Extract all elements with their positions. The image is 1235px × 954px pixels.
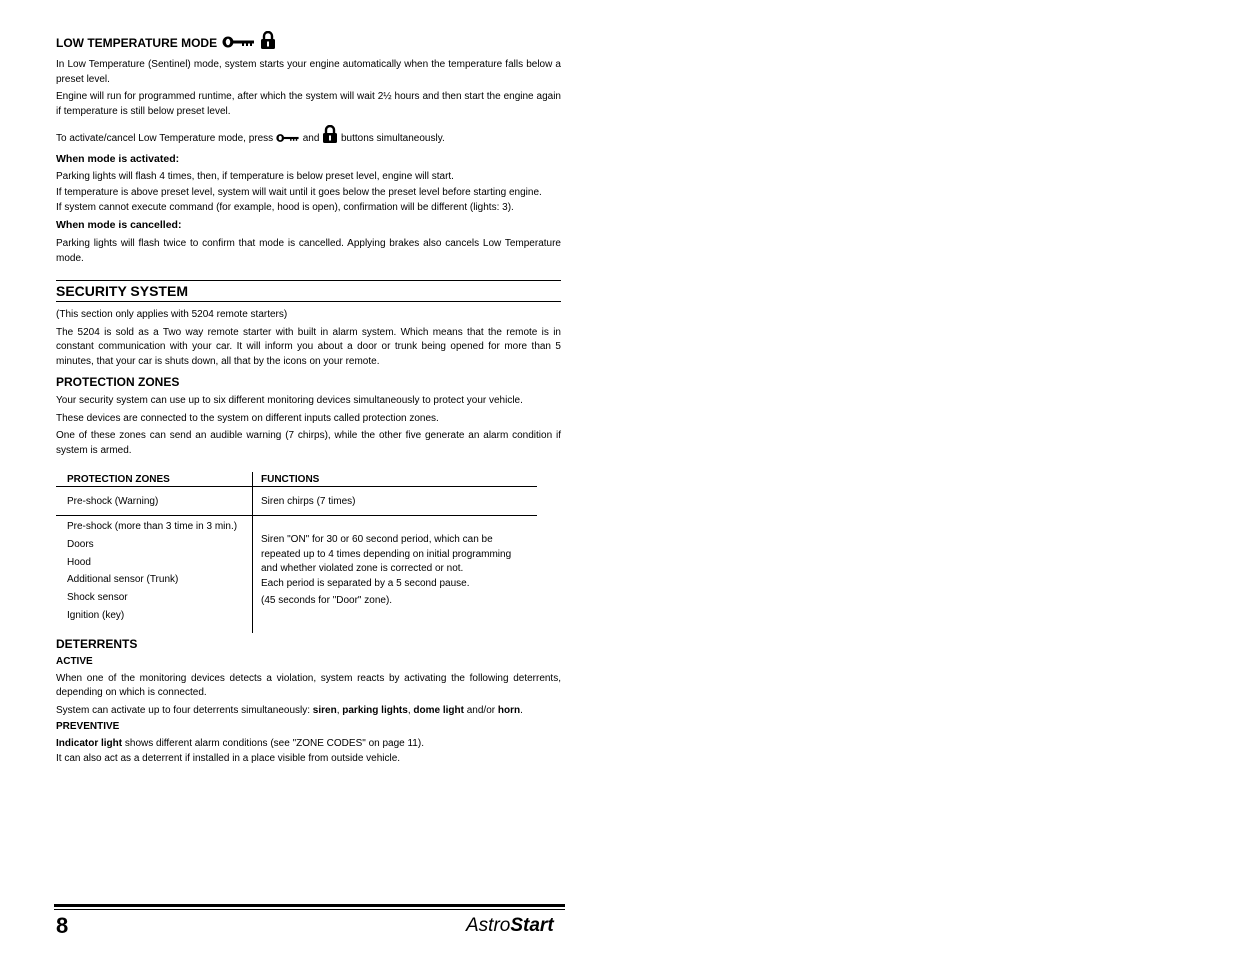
zone-item: Doors	[67, 538, 94, 550]
zones-p1: Your security system can use up to six different monitoring devices simultaneously to protect your vehicle.	[56, 395, 523, 406]
activated-title: When mode is activated:	[56, 152, 180, 165]
zones-p3: One of these zones can send an audible warning (7 chirps), while the other five generate an alarm condition if system is armed.	[56, 430, 561, 456]
function-line: Each period is separated by a 5 second pause.	[261, 577, 470, 589]
key-icon	[276, 133, 300, 149]
low-temp-p1: In Low Temperature (Sentinel) mode, system starts your engine automatically when the temperature falls below a preset level.	[56, 59, 561, 85]
zone-item: Shock sensor	[67, 592, 128, 604]
zone-item: Additional sensor (Trunk)	[67, 574, 179, 586]
low-temp-p3-text-b: and	[302, 133, 320, 144]
function-line: and whether violated zone is corrected or not.	[261, 563, 464, 574]
security-title: SECURITY SYSTEM	[56, 283, 188, 299]
key-icon	[222, 35, 256, 54]
preventive-title: PREVENTIVE	[56, 721, 120, 733]
function-note: (45 seconds for "Door" zone).	[261, 595, 393, 606]
active-p2-text: System can activate up to four deterrents simultaneously:	[56, 704, 311, 716]
active-p1: When one of the monitoring devices detects a violation, system reacts by activating the following deterrents, depending on which is connected.	[56, 672, 561, 699]
horn-term: horn	[497, 704, 521, 716]
function-cell: Siren chirps (7 times)	[253, 487, 538, 516]
zone-cell	[56, 516, 253, 633]
zones-title: PROTECTION ZONES	[56, 375, 180, 389]
active-title: ACTIVE	[56, 655, 93, 667]
table-row	[56, 516, 537, 633]
table-header-row	[56, 472, 537, 487]
page-number: 8	[56, 913, 69, 938]
indicator-term: Indicator light	[56, 738, 123, 750]
low-temp-p3-text-a: To activate/cancel Low Temperature mode, press	[56, 133, 274, 144]
cancelled-title: When mode is cancelled:	[56, 219, 182, 231]
col-header-functions: FUNCTIONS	[253, 472, 538, 487]
table-row	[56, 487, 537, 516]
parking-lights-term: parking lights	[342, 704, 408, 716]
brand-logo	[466, 914, 554, 938]
preventive-p1-text: shows different alarm conditions (see "ZONE CODES" on page 11).	[124, 738, 424, 750]
function-cell	[253, 516, 538, 633]
page-content	[56, 30, 561, 769]
low-temp-p3-text-c: buttons simultaneously.	[340, 133, 445, 144]
low-temp-heading	[56, 31, 561, 54]
low-temp-p2: Engine will run for programmed runtime, after which the system will wait 2½ hours and then start the engine again if temperature is still below preset level.	[56, 91, 561, 117]
siren-term: siren	[312, 704, 337, 716]
activated-p3: If system cannot execute command (for example, hood is open), confirmation will be different (lights: 3).	[56, 201, 514, 213]
zones-table	[56, 472, 537, 633]
brand-part-a: Astro	[466, 915, 511, 936]
brand-part-b: Start	[510, 915, 554, 936]
lock-icon	[260, 31, 276, 54]
lock-icon	[322, 125, 338, 149]
and-or-text: and/or	[466, 704, 496, 716]
security-p2: The 5204 is sold as a Two way remote starter with built in alarm system. Which means that the remote is in constant communication with your car. It will inform you about a door or trunk being opened for more than 5 minutes, that your car is shuts down, all that by the icons on your remote.	[56, 326, 561, 367]
activated-p1: Parking lights will flash 4 times, then, if temperature is below preset level, engine will start.	[56, 170, 454, 182]
function-line: Siren "ON" for 30 or 60 second period, which can be	[261, 534, 493, 545]
footer-rule-thick	[54, 904, 565, 907]
cancelled-p1: Parking lights will flash twice to confirm that mode is cancelled. Applying brakes also cancels Low Temperature mode.	[56, 238, 561, 264]
zone-item: Hood	[67, 556, 91, 568]
security-heading	[56, 280, 561, 302]
preventive-p1	[56, 737, 561, 752]
active-p2: System can activate up to four deterrents simultaneously: siren, parking lights, dome light and/or horn.	[56, 704, 523, 716]
deterrents-title: DETERRENTS	[56, 636, 138, 651]
security-p1: (This section only applies with 5204 remote starters)	[56, 309, 288, 320]
low-temp-p3	[56, 125, 561, 149]
col-header-zones: PROTECTION ZONES	[56, 472, 253, 487]
zone-item: Ignition (key)	[67, 609, 125, 621]
zone-item: Pre-shock (more than 3 time in 3 min.)	[67, 521, 238, 532]
zones-p2: These devices are connected to the system on different inputs called protection zones.	[56, 412, 439, 424]
zone-cell: Pre-shock (Warning)	[56, 487, 253, 516]
activated-p2: If temperature is above preset level, system will wait until it goes below the preset level before starting engine.	[56, 187, 542, 198]
preventive-p2: It can also act as a deterrent if installed in a place visible from outside vehicle.	[56, 752, 401, 764]
dome-light-term: dome light	[413, 704, 464, 716]
footer-rule-thin	[54, 909, 565, 910]
function-line: repeated up to 4 times depending on initial programming	[261, 548, 512, 560]
low-temp-title: LOW TEMPERATURE MODE	[56, 36, 218, 50]
